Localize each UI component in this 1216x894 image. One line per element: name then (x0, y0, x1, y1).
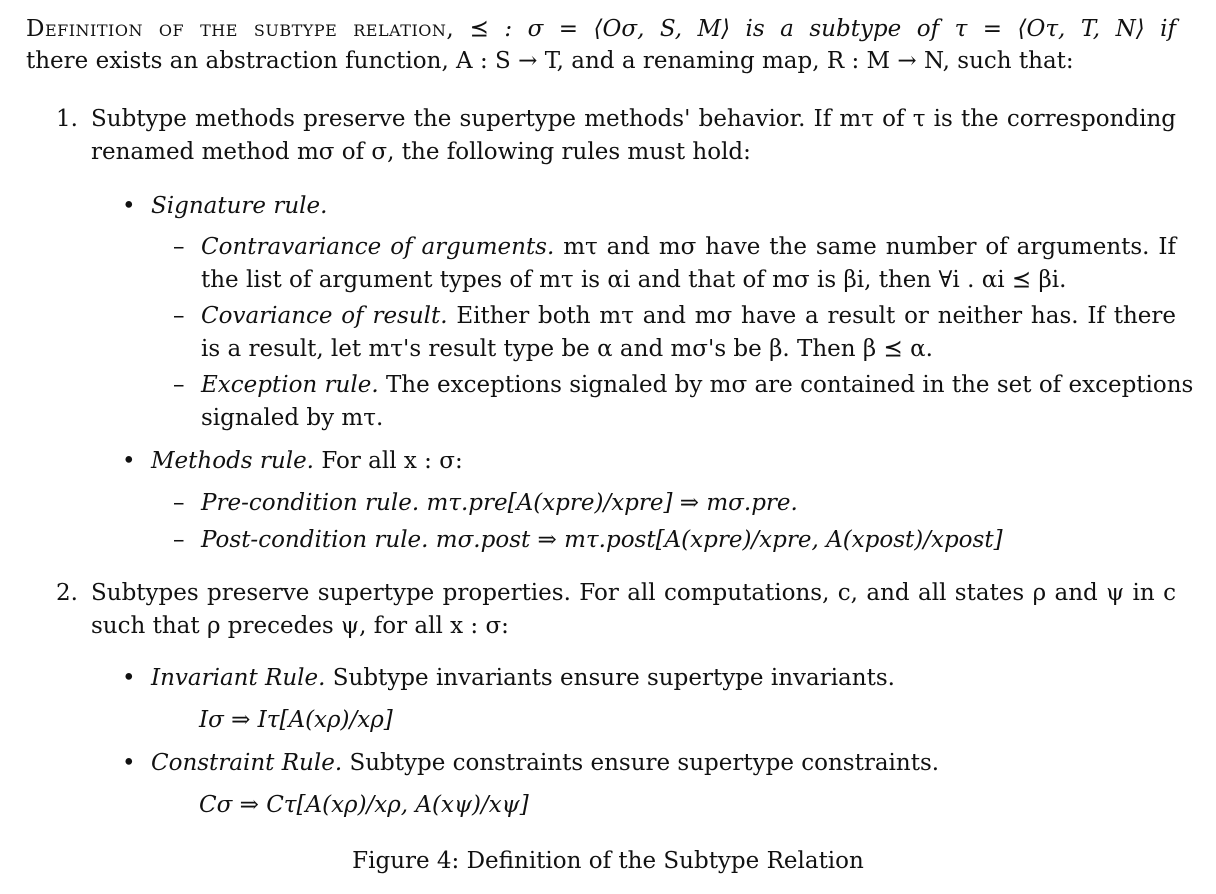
methods-rule-title: Methods rule. (151, 448, 314, 474)
bullet-signature: • (122, 193, 136, 219)
item-2-number: 2. (56, 580, 78, 606)
signature-rule-title: Signature rule. (151, 193, 328, 219)
contravariance-line-2: the list of argument types of mτ is αi and that of mσ is βi, then ∀i . αi ⪯ βi. (201, 267, 1067, 293)
methods-rule-text: For all x : σ: (321, 448, 463, 474)
exception-line-1 (201, 370, 1194, 400)
dash-precondition: – (173, 490, 185, 516)
item-1-line-1: Subtype methods preserve the supertype methods' behavior. If mτ of τ is the corresponding (91, 106, 1176, 132)
intro-formula-tau: of τ = ⟨Oτ, T, N⟩ if (916, 16, 1177, 42)
item-1-line-2: renamed method mσ of σ, the following rules must hold: (91, 139, 751, 165)
bullet-constraint: • (122, 750, 136, 776)
contravariance-title: Contravariance of arguments. (201, 234, 555, 260)
intro-heading: Definition of the subtype relation, (26, 16, 455, 42)
item-2-line-2: such that ρ precedes ψ, for all x : σ: (91, 613, 509, 639)
subtype-term: subtype (809, 16, 902, 42)
exception-title: Exception rule. (201, 372, 379, 398)
dash-covariance: – (173, 303, 185, 329)
precondition-formula: mτ.pre[A(xpre)/xpre] ⇒ mσ.pre. (426, 490, 798, 516)
intro-formula-sigma: : σ = ⟨Oσ, S, M⟩ is a (504, 16, 794, 42)
invariant-formula: Iσ ⇒ Iτ[A(xρ)/xρ] (199, 707, 393, 733)
intro-line-1 (26, 14, 1176, 44)
constraint-rule-text: Subtype constraints ensure supertype constraints. (349, 750, 940, 776)
exception-line-2: signaled by mτ. (201, 405, 384, 431)
covariance-title: Covariance of result. (201, 303, 448, 329)
constraint-formula: Cσ ⇒ Cτ[A(xρ)/xρ, A(xψ)/xψ] (199, 792, 529, 818)
precondition-title: Pre-condition rule. (201, 490, 420, 516)
bullet-invariant: • (122, 665, 136, 691)
constraint-rule-line (151, 748, 939, 778)
postcondition-line (201, 525, 1003, 555)
contravariance-text: mτ and mσ have the same number of arguments. If (563, 234, 1176, 260)
subtype-relation-symbol: ⪯ (469, 16, 489, 42)
invariant-rule-title: Invariant Rule. (151, 665, 326, 691)
dash-contravariance: – (173, 234, 185, 260)
exception-text: The exceptions signaled by mσ are contained in the set of exceptions (385, 372, 1194, 398)
bullet-methods: • (122, 448, 136, 474)
item-2-line-1: Subtypes preserve supertype properties. For all computations, c, and all states ρ and ψ in c (91, 580, 1176, 606)
invariant-rule-line (151, 663, 895, 693)
covariance-text: Either both mτ and mσ have a result or neither has. If there (456, 303, 1177, 329)
covariance-line-2: is a result, let mτ's result type be α and mσ's be β. Then β ⪯ α. (201, 336, 933, 362)
figure-caption: Figure 4: Definition of the Subtype Relation (352, 848, 864, 874)
intro-line-2: there exists an abstraction function, A : S → T, and a renaming map, R : M → N, such that: (26, 48, 1074, 74)
dash-postcondition: – (173, 527, 185, 553)
invariant-rule-text: Subtype invariants ensure supertype invariants. (332, 665, 895, 691)
postcondition-formula: mσ.post ⇒ mτ.post[A(xpre)/xpre, A(xpost)/xpost] (435, 527, 1003, 553)
dash-exception: – (173, 372, 185, 398)
methods-rule-line (151, 446, 463, 476)
postcondition-title: Post-condition rule. (201, 527, 429, 553)
constraint-rule-title: Constraint Rule. (151, 750, 343, 776)
contravariance-line-1 (201, 232, 1176, 262)
precondition-line (201, 488, 798, 518)
covariance-line-1 (201, 301, 1176, 331)
item-1-number: 1. (56, 106, 78, 132)
